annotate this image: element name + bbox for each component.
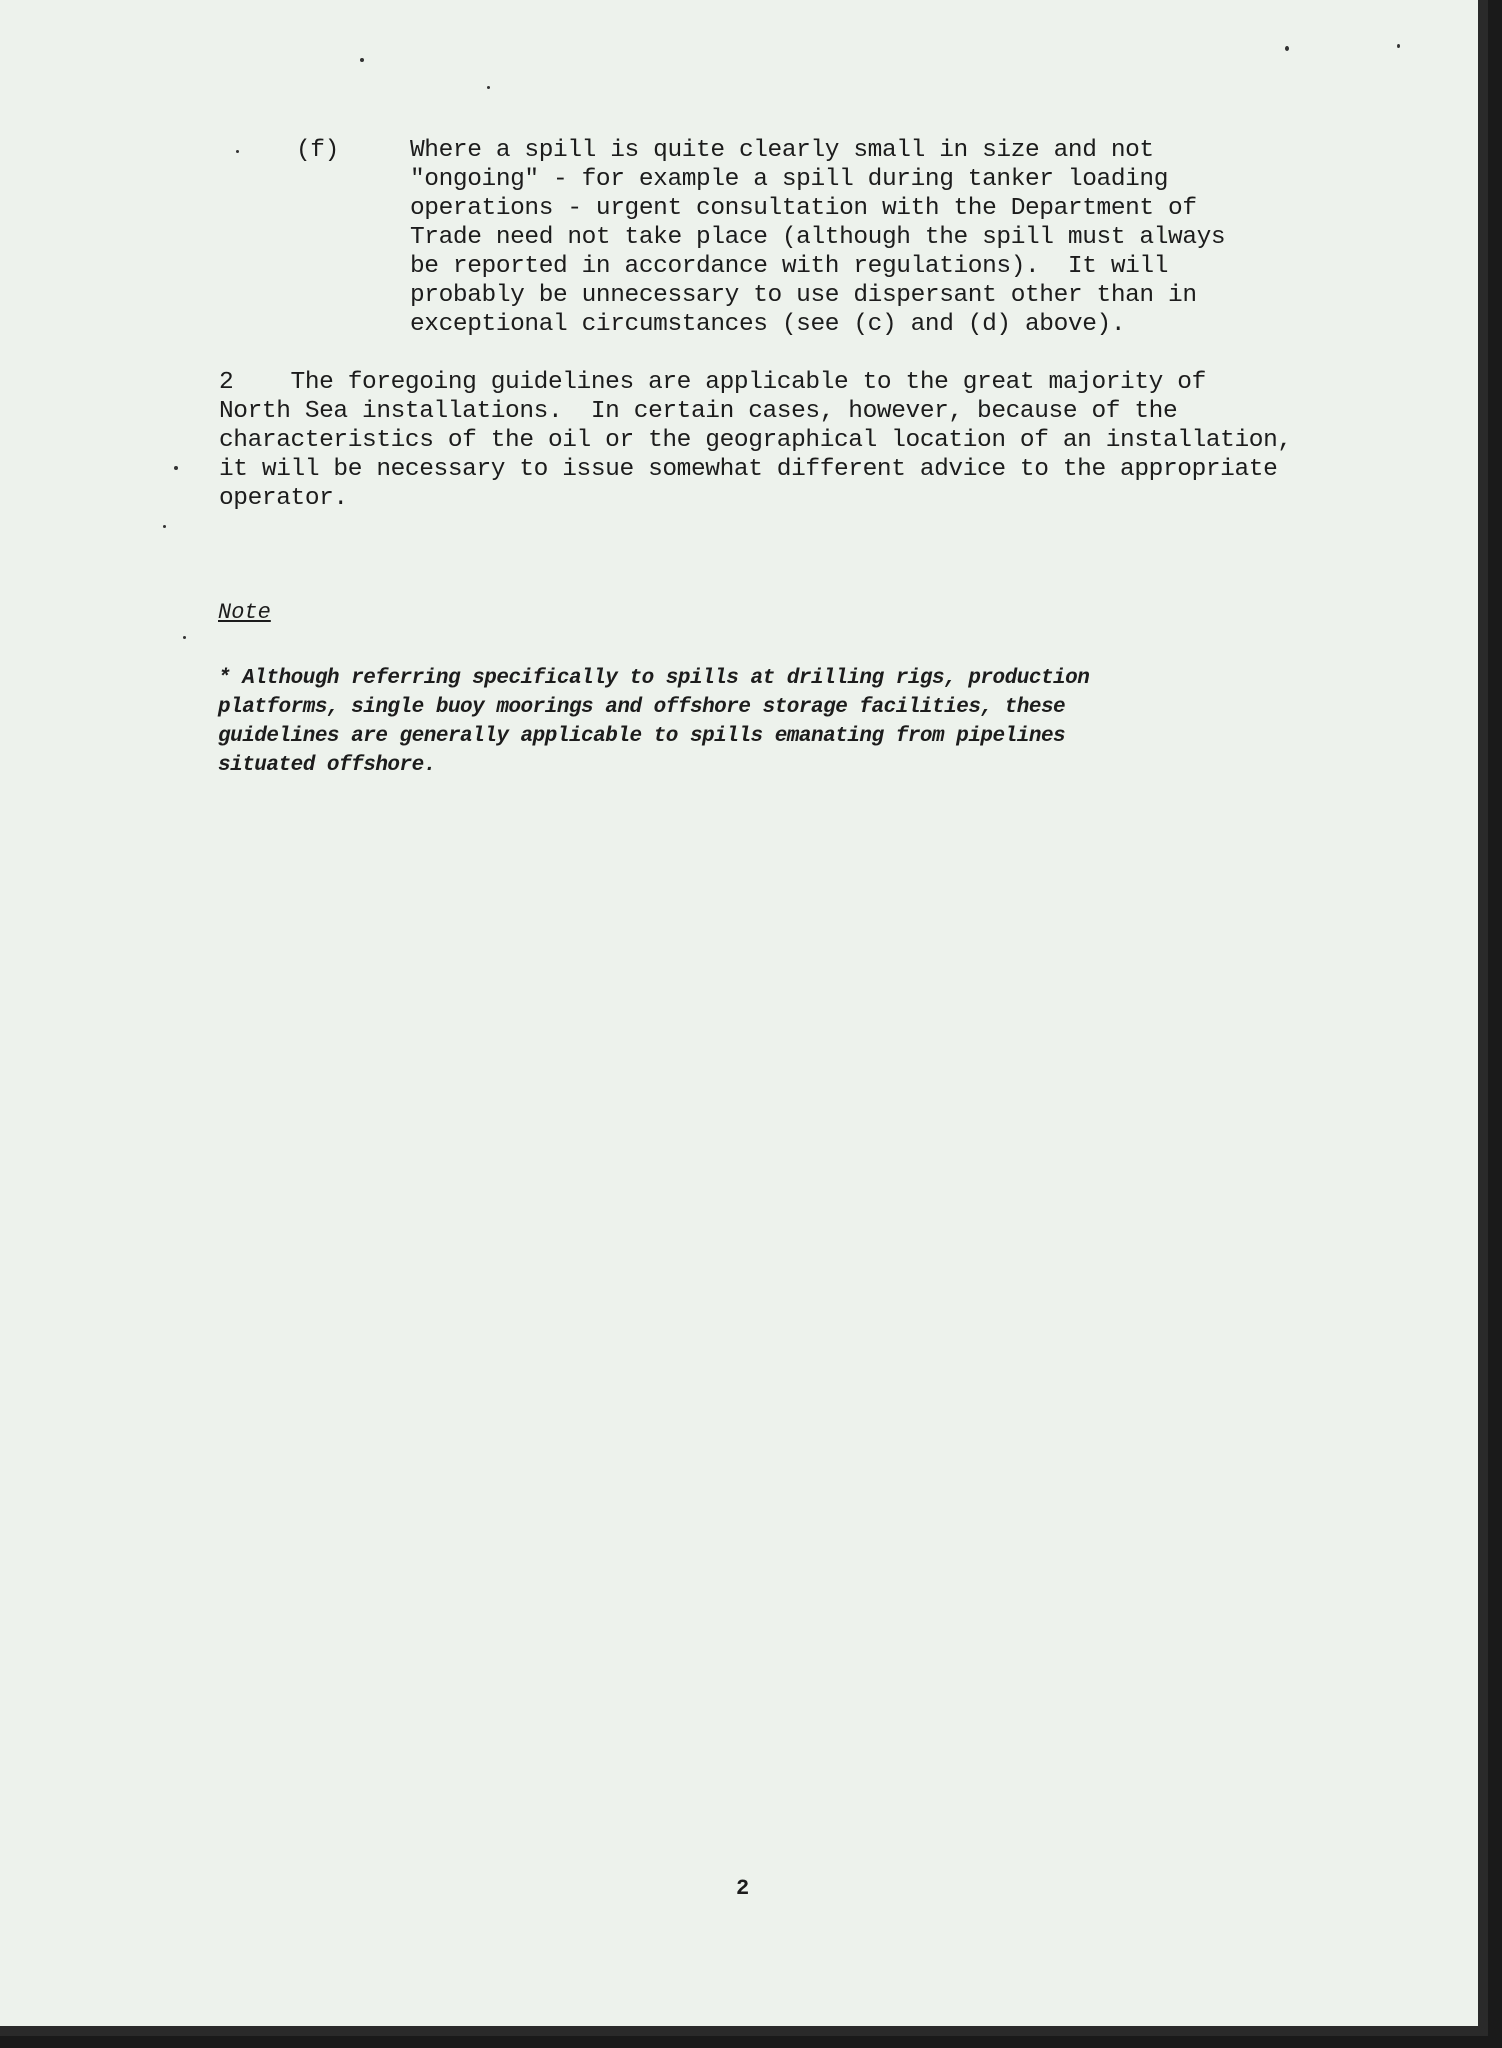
scan-speck [1285, 46, 1289, 51]
scan-speck [236, 150, 239, 153]
scan-speck [360, 58, 364, 62]
page-number: 2 [736, 1876, 750, 1901]
list-item-text [410, 136, 1270, 339]
text-line: "ongoing" - for example a spill during tanker loading [410, 166, 1169, 193]
text-line: 2 The foregoing guidelines are applicable to the great majority of [219, 369, 1206, 396]
text-line: Where a spill is quite clearly small in size and not [410, 137, 1154, 164]
note-heading: Note [218, 600, 271, 625]
text-line: situated offshore. [218, 754, 436, 777]
text-line: platforms, single buoy moorings and offshore storage facilities, these [218, 696, 1066, 719]
text-line: North Sea installations. In certain cases, however, because of the [219, 398, 1178, 425]
scan-speck [1397, 44, 1400, 48]
text-line: * Although referring specifically to spills at drilling rigs, production [218, 667, 1090, 690]
list-item-label: (f) [296, 137, 339, 164]
scan-speck [163, 525, 166, 528]
text-line: operator. [219, 485, 348, 512]
text-line: it will be necessary to issue somewhat different advice to the appropriate [219, 456, 1278, 483]
text-line: exceptional circumstances (see (c) and (d) above). [410, 311, 1126, 338]
paragraph-2 [219, 368, 1339, 513]
text-line: guidelines are generally applicable to spills emanating from pipelines [218, 725, 1066, 748]
note-body [218, 664, 1338, 780]
text-line: characteristics of the oil or the geographical location of an installation, [219, 427, 1292, 454]
text-line: Trade need not take place (although the spill must always [410, 224, 1226, 251]
scan-speck [487, 86, 490, 89]
text-line: probably be unnecessary to use dispersant other than in [410, 282, 1197, 309]
text-line: be reported in accordance with regulations). It will [410, 253, 1169, 280]
scan-speck [183, 636, 186, 639]
text-line: operations - urgent consultation with the Department of [410, 195, 1197, 222]
scan-speck [174, 466, 178, 470]
